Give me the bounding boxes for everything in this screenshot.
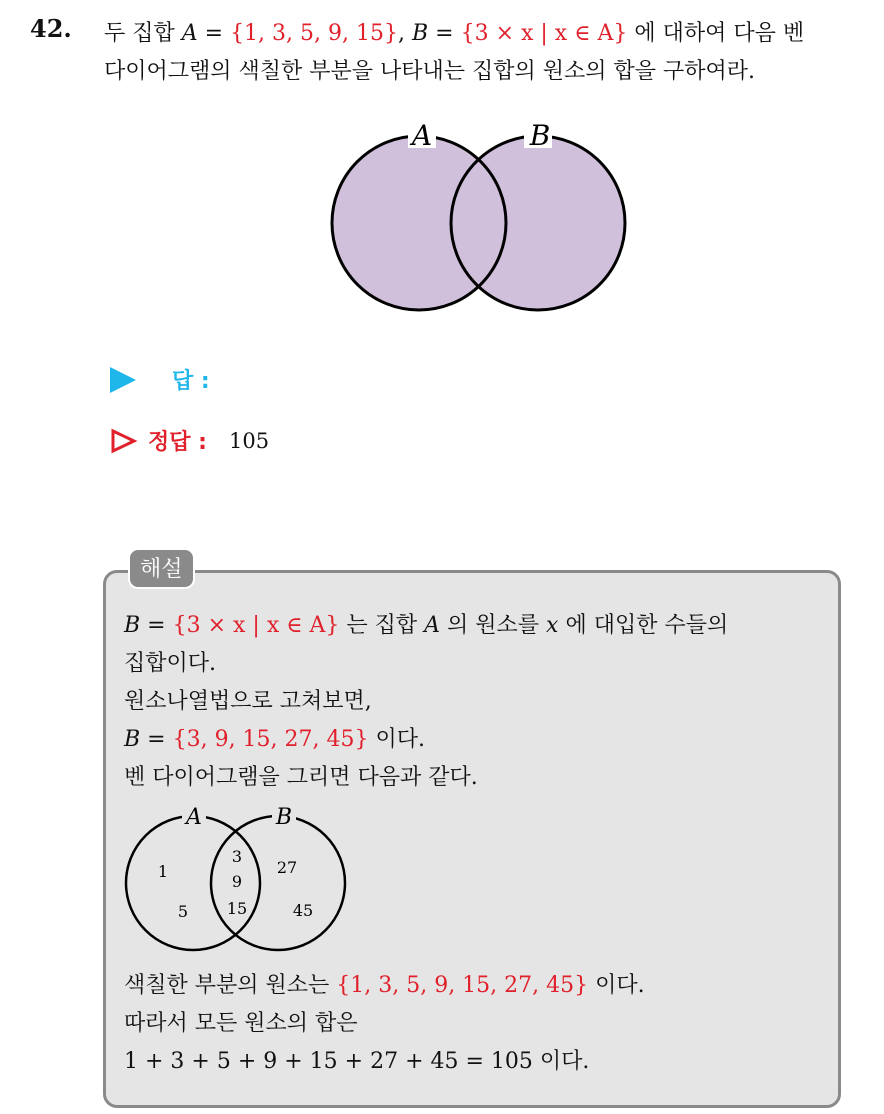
- correct-answer-label: 정답 :: [148, 430, 207, 455]
- outline-triangle-icon: [110, 428, 138, 454]
- correct-answer-value: 105: [228, 428, 270, 453]
- sol-label-a: A: [186, 805, 202, 830]
- solution-tag: 해설: [128, 548, 195, 589]
- element-b-only: 45: [292, 901, 314, 920]
- element-intersection: 15: [226, 899, 248, 918]
- sol-label-b: B: [275, 805, 293, 830]
- question-number: 42.: [30, 14, 72, 43]
- set-a-elements: {1, 3, 5, 9, 15}: [230, 21, 398, 46]
- equals-sign: =: [197, 21, 231, 46]
- label-a: A: [411, 119, 433, 152]
- solution-line-8: 1 + 3 + 5 + 9 + 15 + 27 + 45 = 105 이다.: [124, 1049, 590, 1074]
- element-intersection: 3: [231, 847, 243, 866]
- venn-diagram-question: [330, 112, 634, 316]
- answer-row: [110, 364, 210, 395]
- question-text: 에 대하여 다음 벤: [627, 21, 805, 46]
- solution-line-4: B = {3, 9, 15, 27, 45} 이다.: [124, 727, 426, 752]
- element-a-only: 1: [157, 862, 169, 881]
- equals-sign: =: [428, 21, 461, 46]
- set-b-builder: {3 × x | x ∈ A}: [460, 21, 628, 46]
- element-b-only: 27: [276, 858, 298, 877]
- label-b: B: [529, 119, 551, 152]
- answer-label: 답 :: [172, 369, 210, 394]
- comma: ,: [397, 21, 412, 46]
- solution-line-6: 색칠한 부분의 원소는 {1, 3, 5, 9, 15, 27, 45} 이다.: [124, 973, 645, 998]
- question-line-2: 다이어그램의 색칠한 부분을 나타내는 집합의 원소의 합을 구하여라.: [104, 59, 756, 84]
- solution-line-2: 집합이다.: [124, 651, 217, 676]
- set-a-name: A: [181, 21, 198, 46]
- venn-diagram-solution: [120, 800, 360, 960]
- play-triangle-icon: [110, 367, 136, 393]
- solution-line-3: 원소나열법으로 고쳐보면,: [124, 689, 372, 714]
- solution-line-7: 따라서 모든 원소의 합은: [124, 1011, 358, 1036]
- venn-fill: [332, 136, 625, 310]
- element-intersection: 9: [231, 872, 243, 891]
- set-b-name: B: [411, 21, 429, 46]
- element-a-only: 5: [177, 902, 189, 921]
- solution-line-1: B = {3 × x | x ∈ A} 는 집합 A 의 원소를 x 에 대입한 수들의: [124, 613, 729, 638]
- solution-line-5: 벤 다이어그램을 그리면 다음과 같다.: [124, 765, 478, 790]
- question-text: 두 집합: [104, 21, 182, 46]
- question-line-1: [104, 16, 804, 47]
- correct-answer-row: [110, 425, 269, 456]
